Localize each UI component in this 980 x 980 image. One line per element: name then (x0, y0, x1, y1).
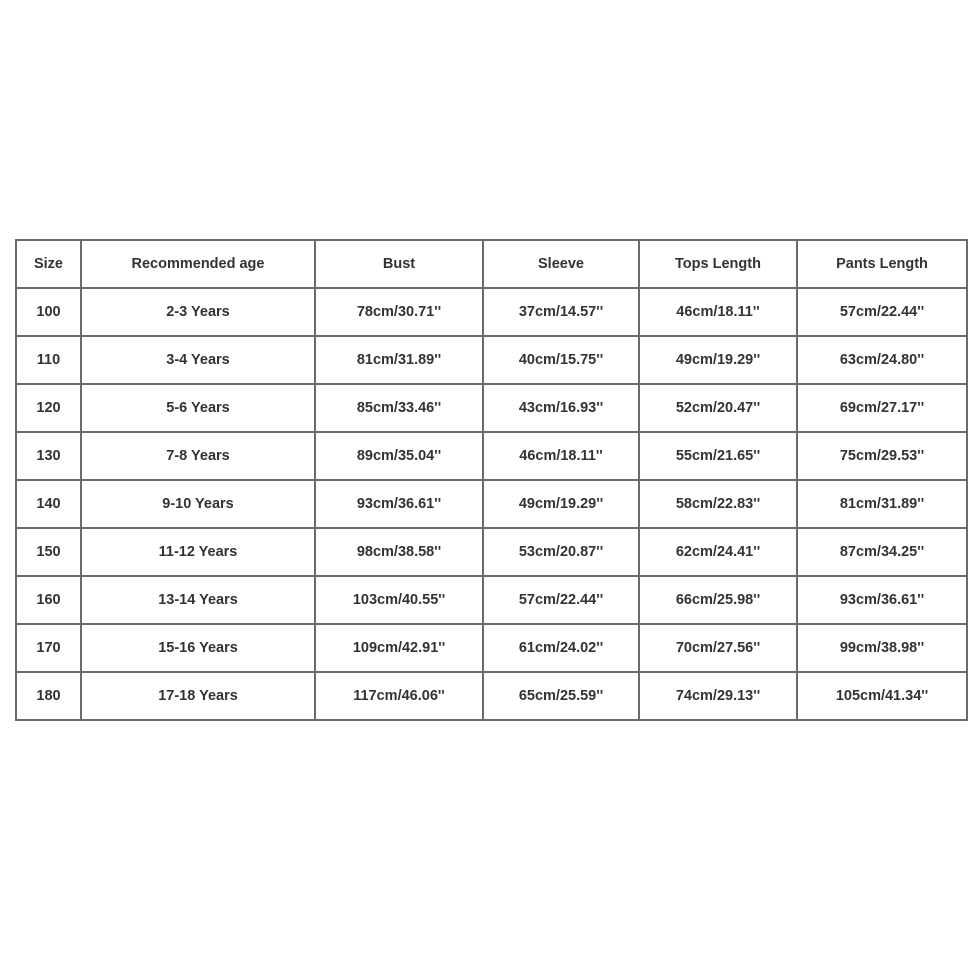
header-bust: Bust (315, 240, 483, 288)
cell-bust: 85cm/33.46'' (315, 384, 483, 432)
cell-bust: 89cm/35.04'' (315, 432, 483, 480)
header-pants-length: Pants Length (797, 240, 967, 288)
cell-tops-length: 46cm/18.11'' (639, 288, 797, 336)
cell-sleeve: 57cm/22.44'' (483, 576, 639, 624)
cell-tops-length: 55cm/21.65'' (639, 432, 797, 480)
cell-tops-length: 74cm/29.13'' (639, 672, 797, 720)
size-chart-table (15, 239, 968, 721)
table-row (16, 480, 967, 528)
cell-pants-length: 75cm/29.53'' (797, 432, 967, 480)
cell-tops-length: 58cm/22.83'' (639, 480, 797, 528)
cell-size: 110 (16, 336, 81, 384)
cell-size: 160 (16, 576, 81, 624)
header-tops-length: Tops Length (639, 240, 797, 288)
cell-pants-length: 63cm/24.80'' (797, 336, 967, 384)
table-row (16, 672, 967, 720)
table-body (16, 288, 967, 720)
table-row (16, 288, 967, 336)
cell-size: 140 (16, 480, 81, 528)
header-size: Size (16, 240, 81, 288)
cell-tops-length: 52cm/20.47'' (639, 384, 797, 432)
cell-size: 130 (16, 432, 81, 480)
cell-pants-length: 81cm/31.89'' (797, 480, 967, 528)
cell-recommended-age: 17-18 Years (81, 672, 315, 720)
header-sleeve: Sleeve (483, 240, 639, 288)
cell-bust: 98cm/38.58'' (315, 528, 483, 576)
table-row (16, 384, 967, 432)
cell-size: 180 (16, 672, 81, 720)
cell-pants-length: 99cm/38.98'' (797, 624, 967, 672)
cell-pants-length: 57cm/22.44'' (797, 288, 967, 336)
cell-pants-length: 93cm/36.61'' (797, 576, 967, 624)
cell-sleeve: 43cm/16.93'' (483, 384, 639, 432)
cell-recommended-age: 7-8 Years (81, 432, 315, 480)
cell-recommended-age: 15-16 Years (81, 624, 315, 672)
cell-bust: 117cm/46.06'' (315, 672, 483, 720)
cell-sleeve: 49cm/19.29'' (483, 480, 639, 528)
cell-bust: 78cm/30.71'' (315, 288, 483, 336)
cell-pants-length: 87cm/34.25'' (797, 528, 967, 576)
cell-bust: 81cm/31.89'' (315, 336, 483, 384)
table-header (16, 240, 967, 288)
cell-pants-length: 105cm/41.34'' (797, 672, 967, 720)
cell-sleeve: 46cm/18.11'' (483, 432, 639, 480)
table-row (16, 576, 967, 624)
table-row (16, 336, 967, 384)
cell-bust: 103cm/40.55'' (315, 576, 483, 624)
header-row (16, 240, 967, 288)
cell-bust: 109cm/42.91'' (315, 624, 483, 672)
cell-sleeve: 65cm/25.59'' (483, 672, 639, 720)
cell-recommended-age: 5-6 Years (81, 384, 315, 432)
cell-recommended-age: 2-3 Years (81, 288, 315, 336)
cell-bust: 93cm/36.61'' (315, 480, 483, 528)
cell-recommended-age: 9-10 Years (81, 480, 315, 528)
cell-sleeve: 61cm/24.02'' (483, 624, 639, 672)
cell-recommended-age: 11-12 Years (81, 528, 315, 576)
cell-recommended-age: 13-14 Years (81, 576, 315, 624)
table-row (16, 432, 967, 480)
cell-size: 150 (16, 528, 81, 576)
cell-size: 100 (16, 288, 81, 336)
cell-sleeve: 37cm/14.57'' (483, 288, 639, 336)
cell-sleeve: 53cm/20.87'' (483, 528, 639, 576)
cell-recommended-age: 3-4 Years (81, 336, 315, 384)
table-row (16, 528, 967, 576)
header-recommended-age: Recommended age (81, 240, 315, 288)
cell-sleeve: 40cm/15.75'' (483, 336, 639, 384)
cell-size: 120 (16, 384, 81, 432)
cell-pants-length: 69cm/27.17'' (797, 384, 967, 432)
cell-tops-length: 66cm/25.98'' (639, 576, 797, 624)
cell-tops-length: 70cm/27.56'' (639, 624, 797, 672)
cell-tops-length: 62cm/24.41'' (639, 528, 797, 576)
cell-tops-length: 49cm/19.29'' (639, 336, 797, 384)
table-row (16, 624, 967, 672)
cell-size: 170 (16, 624, 81, 672)
